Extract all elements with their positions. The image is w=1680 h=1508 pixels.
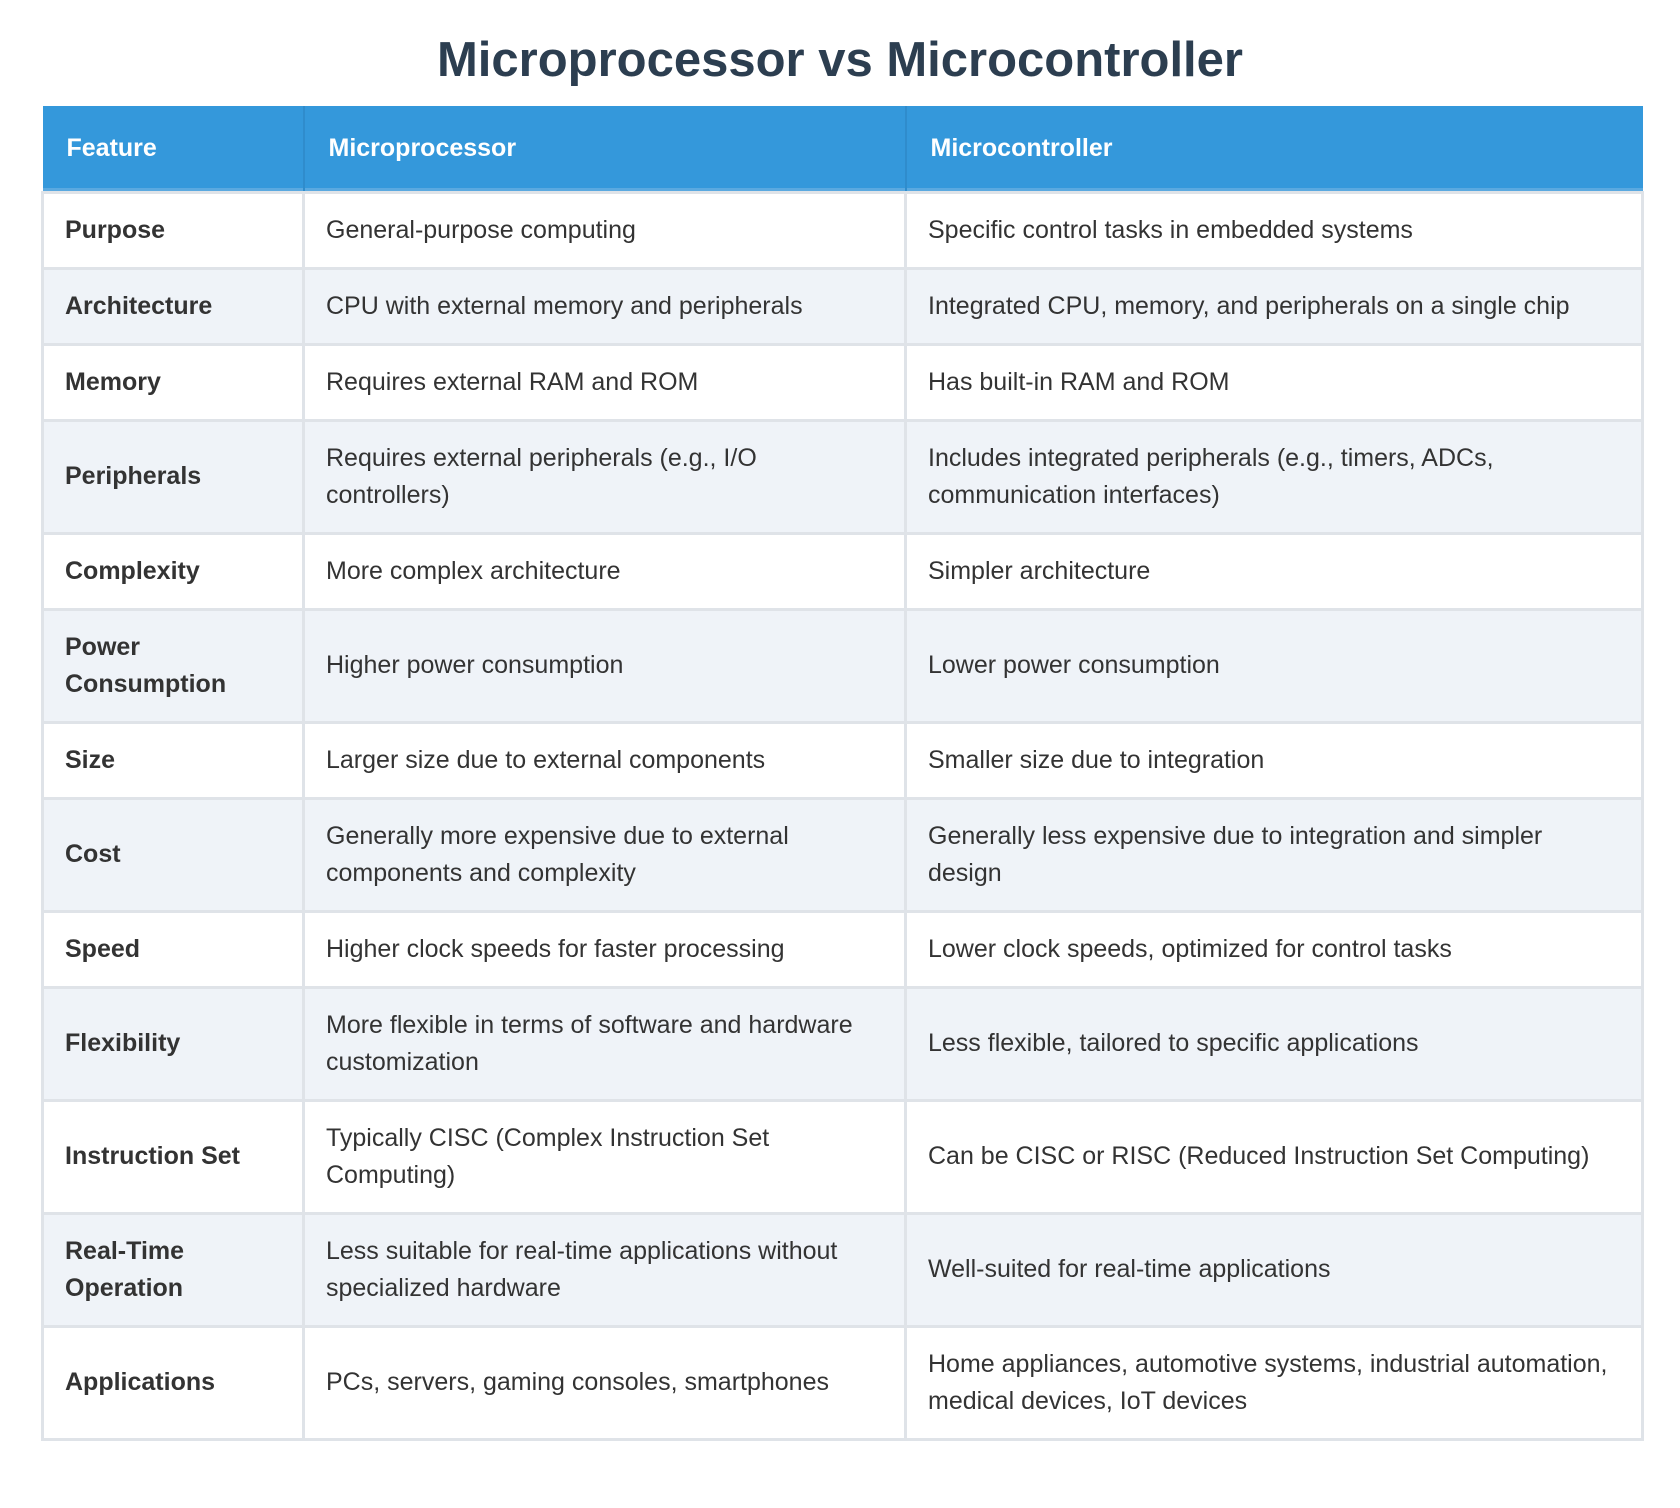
- feature-cell: Architecture: [43, 268, 304, 344]
- microprocessor-cell: Higher power consumption: [304, 609, 906, 722]
- feature-cell: Applications: [43, 1326, 304, 1439]
- microcontroller-cell: Can be CISC or RISC (Reduced Instruction Set Computing): [906, 1100, 1643, 1213]
- feature-cell: Peripherals: [43, 420, 304, 533]
- page-title: Microprocessor vs Microcontroller: [436, 33, 1243, 87]
- table-row: [43, 911, 1643, 987]
- microcontroller-cell: Generally less expensive due to integration and simpler design: [906, 798, 1643, 911]
- microcontroller-cell: Has built-in RAM and ROM: [906, 344, 1643, 420]
- feature-cell: Speed: [43, 911, 304, 987]
- table-row: [43, 987, 1643, 1100]
- header-feature: Feature: [43, 106, 304, 192]
- microprocessor-cell: Less suitable for real-time applications without specialized hardware: [304, 1213, 906, 1326]
- table-row: [43, 344, 1643, 420]
- feature-cell: Real-Time Operation: [43, 1213, 304, 1326]
- table-row: [43, 192, 1643, 268]
- microprocessor-cell: Higher clock speeds for faster processing: [304, 911, 906, 987]
- microcontroller-cell: Specific control tasks in embedded systems: [906, 192, 1643, 268]
- table-row: [43, 798, 1643, 911]
- microprocessor-cell: PCs, servers, gaming consoles, smartphones: [304, 1326, 906, 1439]
- microcontroller-cell: Integrated CPU, memory, and peripherals on a single chip: [906, 268, 1643, 344]
- table-row: [43, 268, 1643, 344]
- microcontroller-cell: Well-suited for real-time applications: [906, 1213, 1643, 1326]
- table-row: [43, 1326, 1643, 1439]
- table-row: [43, 609, 1643, 722]
- table-row: [43, 1100, 1643, 1213]
- microprocessor-cell: Generally more expensive due to external components and complexity: [304, 798, 906, 911]
- feature-cell: Size: [43, 722, 304, 798]
- microprocessor-cell: Requires external RAM and ROM: [304, 344, 906, 420]
- table-row: [43, 1213, 1643, 1326]
- microcontroller-cell: Includes integrated peripherals (e.g., timers, ADCs, communication interfaces): [906, 420, 1643, 533]
- microcontroller-cell: Lower power consumption: [906, 609, 1643, 722]
- microprocessor-cell: General-purpose computing: [304, 192, 906, 268]
- microcontroller-cell: Home appliances, automotive systems, industrial automation, medical devices, IoT devices: [906, 1326, 1643, 1439]
- table-row: [43, 420, 1643, 533]
- microprocessor-cell: Requires external peripherals (e.g., I/O controllers): [304, 420, 906, 533]
- microprocessor-cell: Larger size due to external components: [304, 722, 906, 798]
- feature-cell: Cost: [43, 798, 304, 911]
- feature-cell: Purpose: [43, 192, 304, 268]
- feature-cell: Memory: [43, 344, 304, 420]
- table-row: [43, 533, 1643, 609]
- feature-cell: Flexibility: [43, 987, 304, 1100]
- header-microprocessor: Microprocessor: [304, 106, 906, 192]
- table-header-row: [43, 106, 1643, 192]
- table-row: [43, 722, 1643, 798]
- comparison-table: [41, 106, 1644, 1441]
- feature-cell: Power Consumption: [43, 609, 304, 722]
- microprocessor-cell: More complex architecture: [304, 533, 906, 609]
- microprocessor-cell: CPU with external memory and peripherals: [304, 268, 906, 344]
- feature-cell: Complexity: [43, 533, 304, 609]
- microprocessor-cell: More flexible in terms of software and hardware customization: [304, 987, 906, 1100]
- microcontroller-cell: Smaller size due to integration: [906, 722, 1643, 798]
- microcontroller-cell: Lower clock speeds, optimized for control tasks: [906, 911, 1643, 987]
- microcontroller-cell: Less flexible, tailored to specific applications: [906, 987, 1643, 1100]
- microcontroller-cell: Simpler architecture: [906, 533, 1643, 609]
- header-microcontroller: Microcontroller: [906, 106, 1643, 192]
- feature-cell: Instruction Set: [43, 1100, 304, 1213]
- microprocessor-cell: Typically CISC (Complex Instruction Set Computing): [304, 1100, 906, 1213]
